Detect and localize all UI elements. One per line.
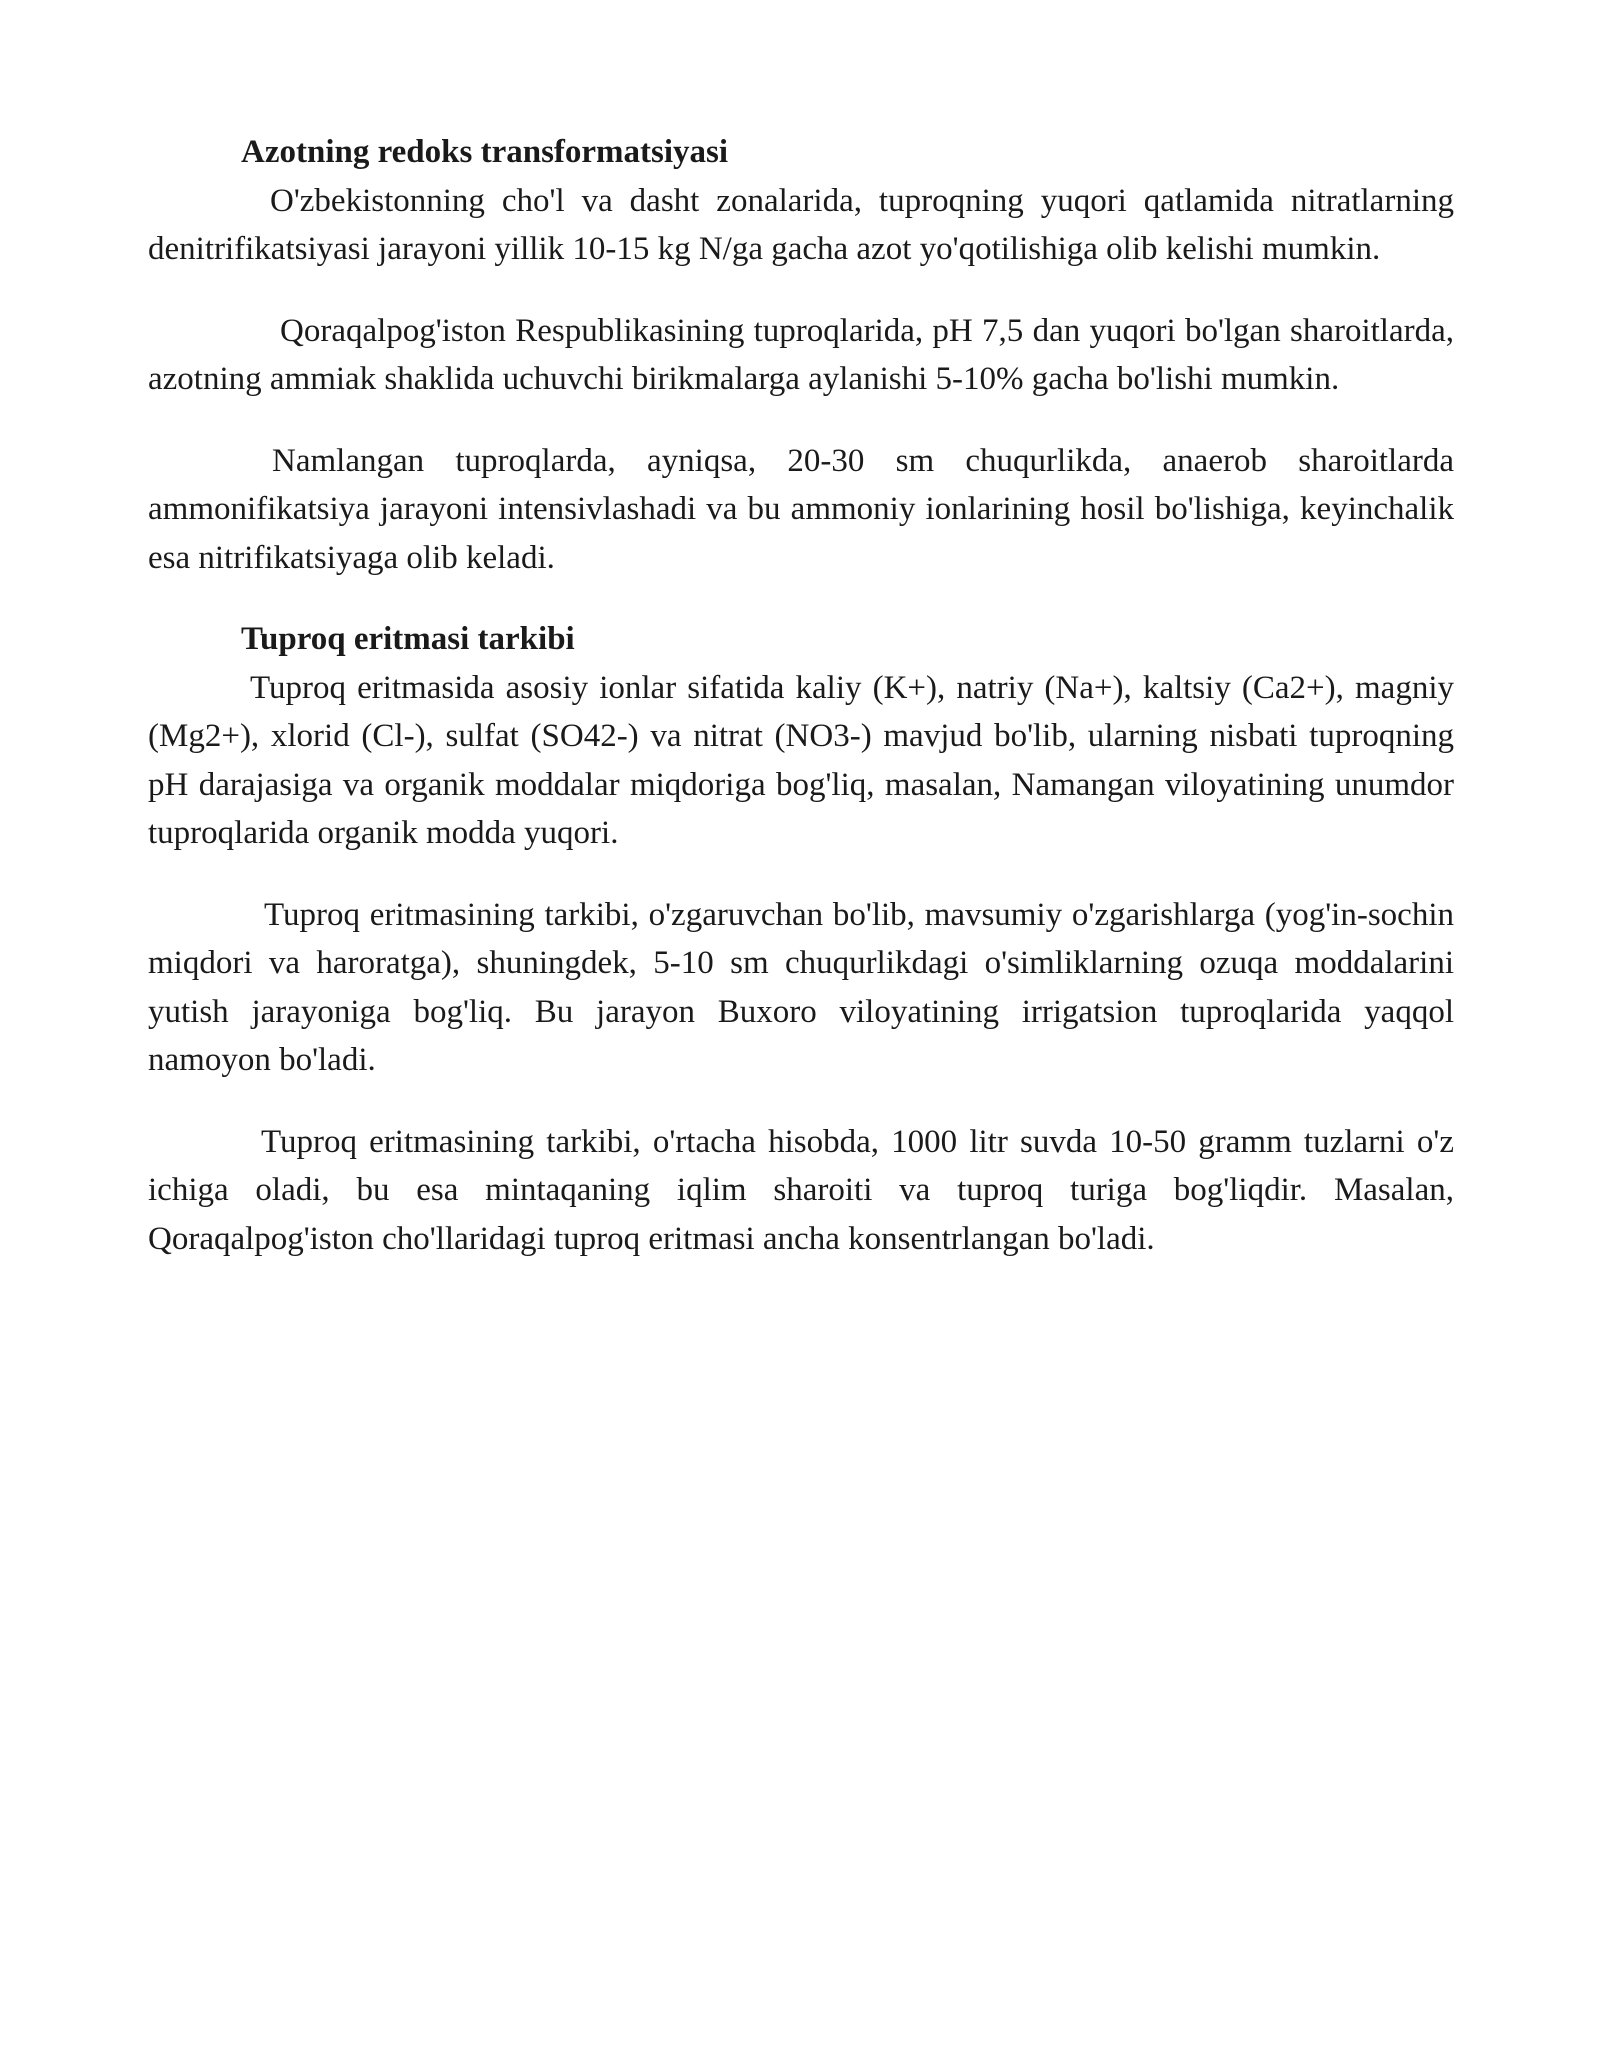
document-body bbox=[148, 128, 1454, 1263]
paragraph-ammonia-volatilization: Qoraqalpog'iston Respublikasining tuproqlarida, pH 7,5 dan yuqori bo'lgan sharoitlarda, azotning ammiak shaklida uchuvchi birikmalarga aylanishi 5-10% gacha bo'lishi mumkin. bbox=[148, 312, 1454, 397]
paragraph-main-ions: Tuproq eritmasida asosiy ionlar sifatida kaliy (K+), natriy (Na+), kaltsiy (Ca2+), magniy (Mg2+), xlorid (Cl-), sulfat (SO42-) va nitrat (NO3-) mavjud bo'lib, ularning nisbati tuproqning pH darajasiga va organik moddalar miqdoriga bog'liq, masalan, Namangan viloyatining unumdor tuproqlarida organik modda yuqori. bbox=[148, 669, 1454, 851]
paragraph-salt-content: Tuproq eritmasining tarkibi, o'rtacha hisobda, 1000 litr suvda 10-50 gramm tuzlarni o'z ichiga oladi, bu esa mintaqaning iqlim sharoiti va tuproq turiga bog'liqdir. Masalan, Qoraqalpog'iston cho'llaridagi tuproq eritmasi ancha konsentrlangan bo'ladi. bbox=[148, 1123, 1454, 1257]
paragraph-denitrification: O'zbekistonning cho'l va dasht zonalarida, tuproqning yuqori qatlamida nitratlarning denitrifikatsiyasi jarayoni yillik 10-15 kg N/ga gacha azot yo'qotilishiga olib kelishi mumkin. bbox=[148, 182, 1454, 267]
section-heading-soil-solution: Tuproq eritmasi tarkibi bbox=[241, 621, 575, 657]
paragraph-ammonification: Namlangan tuproqlarda, ayniqsa, 20-30 sm chuqurlikda, anaerob sharoitlarda ammonifikatsiya jarayoni intensivlashadi va bu ammoniy ionlarining hosil bo'lishiga, keyinchalik esa nitrifikatsiyaga olib keladi. bbox=[148, 442, 1454, 576]
paragraph-seasonal-variation: Tuproq eritmasining tarkibi, o'zgaruvchan bo'lib, mavsumiy o'zgarishlarga (yog'in-sochin miqdori va haroratga), shuningdek, 5-10 sm chuqurlikdagi o'simliklarning ozuqa moddalarini yutish jarayoniga bog'liq. Bu jarayon Buxoro viloyatining irrigatsion tuproqlarida yaqqol namoyon bo'ladi. bbox=[148, 896, 1454, 1078]
section-heading-nitrogen-redox: Azotning redoks transformatsiyasi bbox=[241, 134, 729, 170]
